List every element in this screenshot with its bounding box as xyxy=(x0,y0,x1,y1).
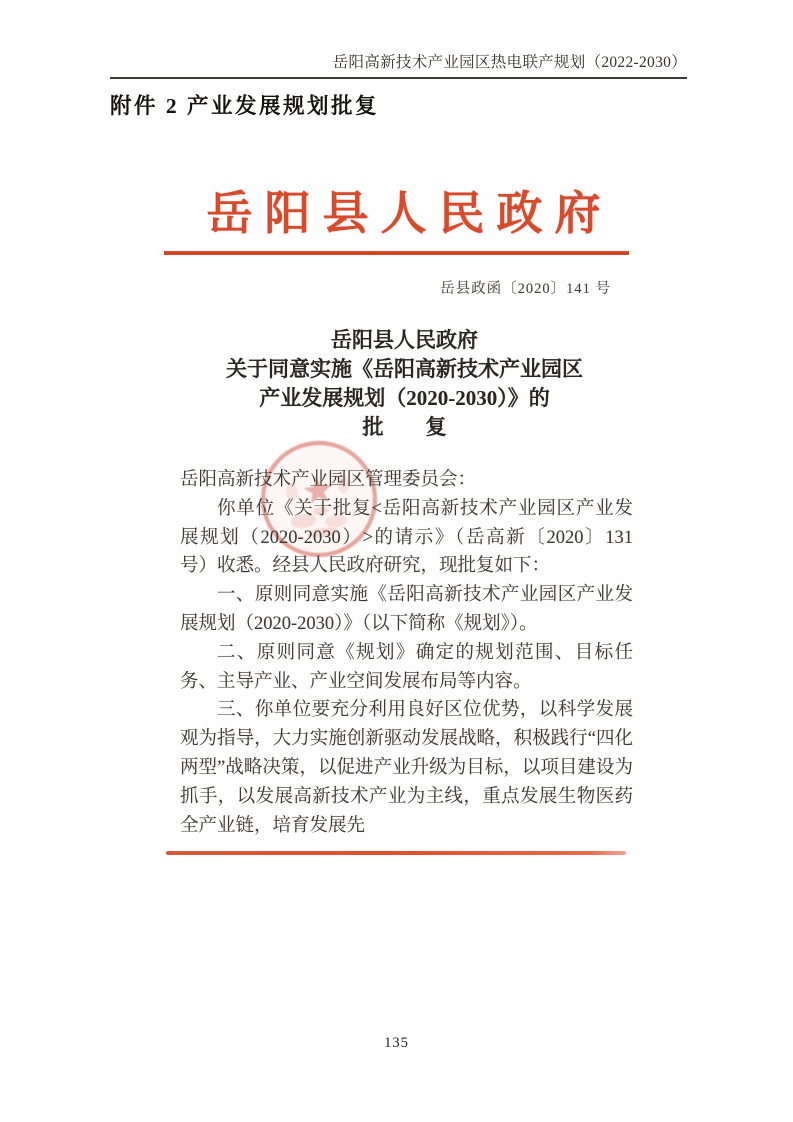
letterhead-rule xyxy=(164,251,629,255)
scan-bottom-red-line xyxy=(166,851,626,855)
header-rule xyxy=(110,77,687,79)
document-number: 岳县政函〔2020〕141 号 xyxy=(440,281,611,297)
page-number: 135 xyxy=(384,1035,409,1051)
body-paragraph: 三、你单位要充分利用良好区位优势，以科学发展观为指导，大力实施创新驱动发展战略，积极践行“四化两型”战略决策，以促进产业升级为目标，以项目建设为抓手，以发展高新技术产业为主线，重点发展生物医药全产业链，培育发展先 xyxy=(180,700,633,836)
scanned-document xyxy=(160,150,647,865)
body-paragraph: 一、原则同意实施《岳阳高新技术产业园区产业发展规划（2020-2030）》（以下简称《规划》）。 xyxy=(180,585,633,634)
salutation: 岳阳高新技术产业园区管理委员会： xyxy=(180,470,477,490)
document-title-line-2: 关于同意实施《岳阳高新技术产业园区 xyxy=(226,357,583,381)
document-title-line-3: 产业发展规划（2020-2030）》的 xyxy=(259,386,550,410)
attachment-heading: 附件 2 产业发展规划批复 xyxy=(110,94,380,118)
document-title xyxy=(168,326,641,442)
document-title-line-1: 岳阳县人民政府 xyxy=(331,328,478,352)
body-paragraph: 你单位《关于批复<岳阳高新技术产业园区产业发展规划（2020-2030）>的请示》（岳高新〔2020〕131 号）收悉。经县人民政府研究，现批复如下： xyxy=(180,498,633,577)
page-header-title: 岳阳高新技术产业园区热电联产规划（2022-2030） xyxy=(332,54,687,71)
body-paragraph: 二、原则同意《规划》确定的规划范围、目标任务、主导产业、产业空间发展布局等内容。 xyxy=(180,642,633,692)
letterhead-title: 岳阳县人民政府 xyxy=(206,188,613,239)
document-title-line-4: 批 复 xyxy=(362,415,447,439)
document-body xyxy=(180,466,633,840)
